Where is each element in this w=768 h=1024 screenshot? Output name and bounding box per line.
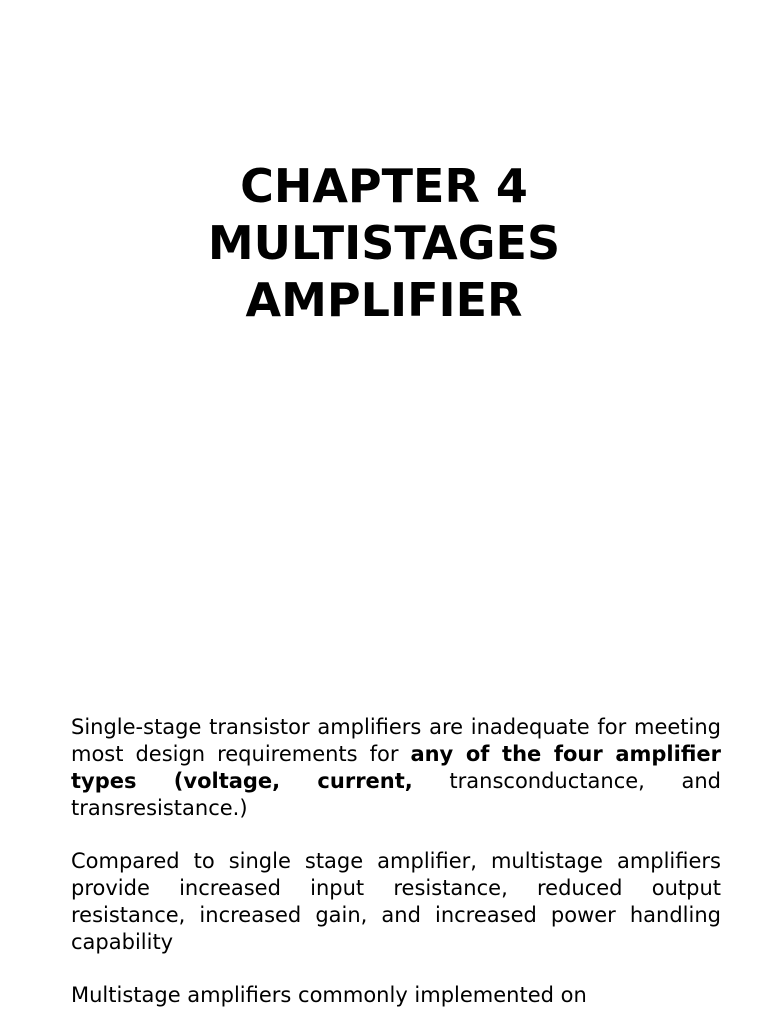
paragraph-single-stage bbox=[71, 714, 721, 822]
paragraph-multistage-implementation: Multistage amplifiers commonly implemented on bbox=[71, 983, 587, 1007]
chapter-title bbox=[0, 158, 768, 329]
chapter-title-line-3: AMPLIFIER bbox=[245, 273, 523, 327]
chapter-title-line-2: MULTISTAGES bbox=[207, 216, 561, 270]
chapter-title-line-1: CHAPTER 4 bbox=[240, 159, 528, 213]
paragraph-1-bold-text: any of the four amplifier types (voltage, current, bbox=[71, 742, 721, 793]
paragraph-1-text-end: transconductance, and transresistance.) bbox=[71, 769, 721, 820]
body-text bbox=[71, 714, 721, 1009]
paragraph-1-text-start: Single-stage transistor amplifiers are inadequate for meeting most design requirements for bbox=[71, 715, 721, 766]
paragraph-multistage-comparison: Compared to single stage amplifier, multistage amplifiers provide increased input resistance, reduced output resistance, increased gain, and increased power handling capability bbox=[71, 849, 721, 954]
